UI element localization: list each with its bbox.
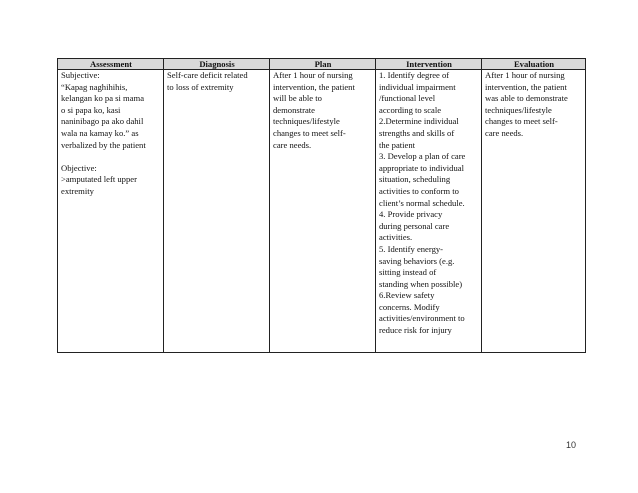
text-line: care needs. <box>485 127 524 138</box>
text-line: 2.Determine individual <box>379 116 459 127</box>
text-line: demonstrate <box>273 104 315 115</box>
text-line: techniques/lifestyle <box>485 104 552 115</box>
text-line: “Kapag naghihihis, <box>61 81 128 92</box>
text-line: 4. Provide privacy <box>379 209 443 220</box>
header-evaluation: Evaluation <box>482 59 586 70</box>
assessment-objective <box>61 163 161 198</box>
diagnosis-text <box>167 70 267 93</box>
header-plan: Plan <box>270 59 376 70</box>
text-line: standing when possible) <box>379 278 463 289</box>
diagnosis-cell <box>164 70 270 353</box>
text-line: during personal care <box>379 220 450 231</box>
text-line: client’s normal schedule. <box>379 197 465 208</box>
text-line: naninibago pa ako dahil <box>61 116 144 127</box>
text-line: care needs. <box>273 139 312 150</box>
text-line: /functional level <box>379 93 436 104</box>
spacer <box>61 151 161 163</box>
text-line: activities to conform to <box>379 185 459 196</box>
text-line: extremity <box>61 185 94 196</box>
header-assessment: Assessment <box>58 59 164 70</box>
text-line: activities. <box>379 232 413 243</box>
text-line: 1. Identify degree of <box>379 70 450 80</box>
text-line: sitting instead of <box>379 267 437 278</box>
table-header-row <box>58 59 586 70</box>
intervention-text <box>379 70 479 337</box>
table-row <box>58 70 586 353</box>
text-line: saving behaviors (e.g. <box>379 255 455 266</box>
header-diagnosis: Diagnosis <box>164 59 270 70</box>
text-line: changes to meet self- <box>485 116 558 127</box>
text-line: changes to meet self- <box>273 127 346 138</box>
text-line: 3. Develop a plan of care <box>379 151 466 162</box>
text-line: 6.Review safety <box>379 290 435 301</box>
text-line: individual impairment <box>379 81 456 92</box>
assessment-cell <box>58 70 164 353</box>
plan-cell <box>270 70 376 353</box>
text-line: After 1 hour of nursing <box>273 70 353 80</box>
text-line: o si papa ko, kasi <box>61 104 121 115</box>
text-line: situation, scheduling <box>379 174 451 185</box>
text-line: Self-care deficit related <box>167 70 248 80</box>
text-line: intervention, the patient <box>485 81 567 92</box>
text-line: wala na kamay ko.” as <box>61 127 139 138</box>
page-number: 10 <box>566 440 577 450</box>
text-line: >amputated left upper <box>61 174 137 185</box>
text-line: intervention, the patient <box>273 81 355 92</box>
plan-text <box>273 70 373 151</box>
text-line: to loss of extremity <box>167 81 234 92</box>
text-line: the patient <box>379 139 416 150</box>
evaluation-text <box>485 70 583 140</box>
text-line: concerns. Modify <box>379 301 440 312</box>
text-line: will be able to <box>273 93 322 104</box>
text-line: Objective: <box>61 162 97 173</box>
text-line: verbalized by the patient <box>61 139 146 150</box>
text-line: techniques/lifestyle <box>273 116 340 127</box>
text-line: appropriate to individual <box>379 162 464 173</box>
text-line: Subjective: <box>61 70 100 80</box>
text-line: 5. Identify energy- <box>379 243 444 254</box>
text-line: according to scale <box>379 104 442 115</box>
text-line: was able to demonstrate <box>485 93 568 104</box>
text-line: kelangan ko pa si mama <box>61 93 145 104</box>
header-intervention: Intervention <box>376 59 482 70</box>
text-line: strengths and skills of <box>379 127 455 138</box>
text-line: activities/environment to <box>379 313 465 324</box>
evaluation-cell <box>482 70 586 353</box>
intervention-cell <box>376 70 482 353</box>
nursing-care-plan-table <box>57 58 586 353</box>
text-line: reduce risk for injury <box>379 325 452 336</box>
assessment-subjective <box>61 70 161 151</box>
text-line: After 1 hour of nursing <box>485 70 565 80</box>
